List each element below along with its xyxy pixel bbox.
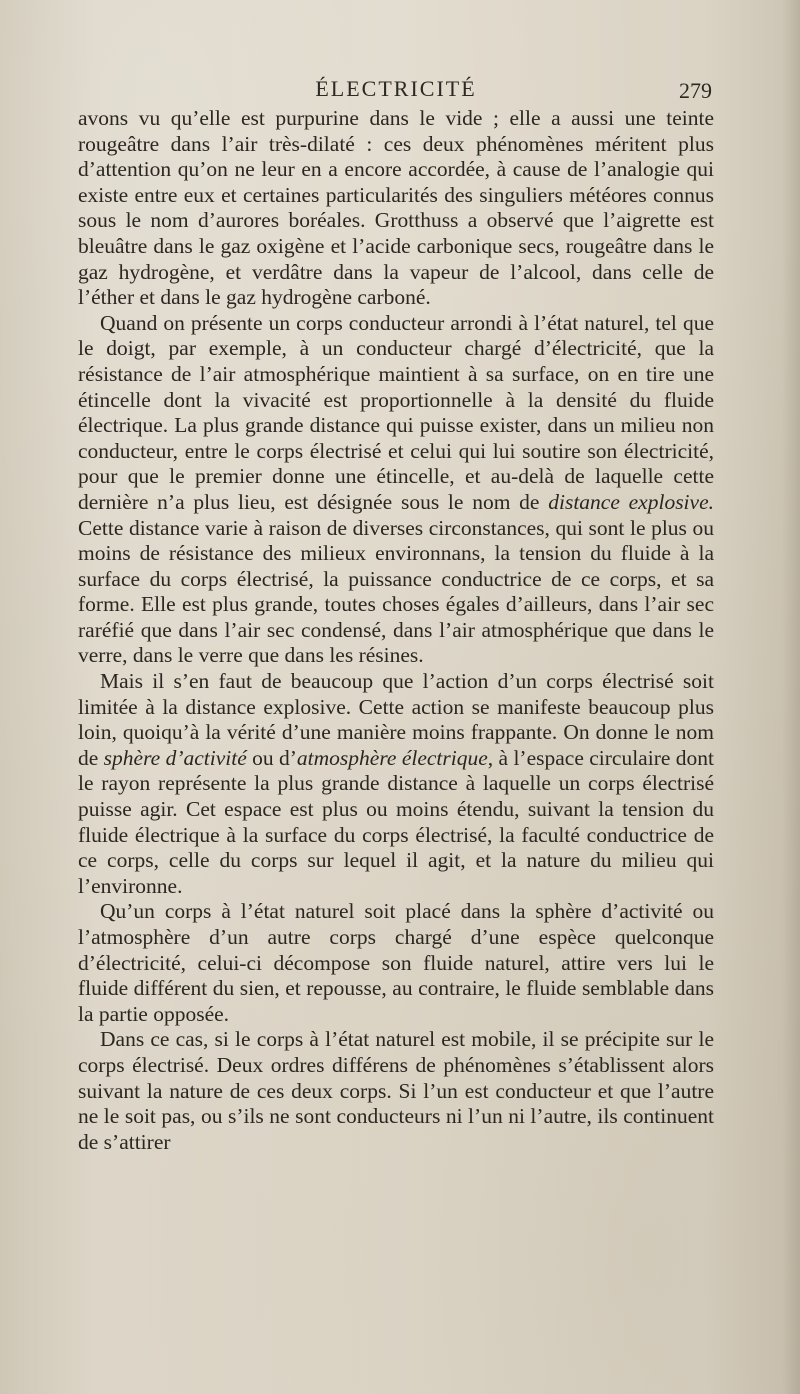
page-edge-shadow xyxy=(782,0,800,1394)
italic-term-distance-explosive: distance explosive. xyxy=(548,489,714,514)
paragraph-text: Cette distance varie à raison de diverses circonstances, qui sont le plus ou moins de résistance des milieux environnans, la tension du fluide à la surface du corps électrisé, la puissance conductrice de ce corps, et sa forme. Elle est plus grande, toutes choses égales d’ailleurs, dans l’air sec raréfié que dans l’air sec condensé, dans l’air atmosphérique que dans le verre, dans le verre que dans les résines. xyxy=(78,515,714,668)
page-number: 279 xyxy=(679,78,712,103)
paragraph-text: , à l’espace circulaire dont le rayon représente la plus grande distance à laquelle un corps électrisé puisse agir. Cet espace est plus ou moins étendu, suivant la tension du fluide électrique à la surface du corps électrisé, la faculté conductrice de ce corps, celle du corps sur lequel il agit, et la nature du milieu qui l’environne. xyxy=(78,745,715,898)
paragraph-dans-ce-cas: Dans ce cas, si le corps à l’état naturel est mobile, il se précipite sur le corps électrisé. Deux ordres différens de phénomènes s’établissent alors suivant la nature de ces deux corps. Si l’un est conducteur et que l’autre ne le soit pas, ou s’ils ne sont conducteurs ni l’un ni l’autre, ils continuent de s’attirer xyxy=(78,1027,714,1154)
paragraph-text: Quand on présente un corps conducteur arrondi à l’état naturel, tel que le doigt, par exemple, à un conducteur chargé d’électricité, que la résistance de l’air atmosphérique maintient à sa surface, on en tire une étincelle dont la vivacité est proportionnelle à la densité du fluide électrique. La plus grande distance qui puisse exister, dans un milieu non conducteur, entre le corps électrisé et celui qui lui soutire son électricité, pour que le premier donne une étincelle, et au-delà de laquelle cette dernière n’a plus lieu, est désignée sous le nom de xyxy=(78,310,714,514)
paragraph-sphere-activite xyxy=(78,669,714,899)
italic-term-sphere-activite: sphère d’activité xyxy=(103,745,247,770)
paragraph-text: ou d’ xyxy=(246,745,297,770)
paragraph-continuation: avons vu qu’elle est purpurine dans le vide ; elle a aussi une teinte rougeâtre dans l’air très-dilaté : ces deux phénomènes méritent plus d’attention qu’on ne leur en a encore accordée, à cause de l’analogie qui existe entre eux et certaines particularités des singuliers météores connus sous le nom d’aurores boréales. Grotthuss a observé que l’aigrette est bleuâtre dans le gaz oxigène et l’acide carbonique secs, rougeâtre dans le gaz hydrogène, et verdâtre dans la vapeur de l’alcool, dans celle de l’éther et dans le gaz hydrogène carboné. xyxy=(78,106,714,310)
running-title: ÉLECTRICITÉ xyxy=(315,76,477,101)
paragraph-distance-explosive xyxy=(78,311,714,669)
page-header xyxy=(78,76,714,106)
paragraph-corps-etat-naturel: Qu’un corps à l’état naturel soit placé dans la sphère d’activité ou l’atmosphère d’un autre corps chargé d’une espèce quelconque d’électricité, celui-ci décompose son fluide naturel, attire vers lui le fluide différent du sien, et repousse, au contraire, le fluide semblable dans la partie opposée. xyxy=(78,899,714,1026)
italic-term-atmosphere-electrique: atmosphère électrique xyxy=(296,745,488,770)
paragraph-text: Mais il s’en faut de beaucoup que l’action d’un corps électrisé soit limitée à la distance explosive. Cette action se manifeste beaucoup plus loin, quoiqu’à la vérité d’une manière moins frappante. On donne le nom de xyxy=(78,669,714,770)
body-text xyxy=(78,106,714,1155)
